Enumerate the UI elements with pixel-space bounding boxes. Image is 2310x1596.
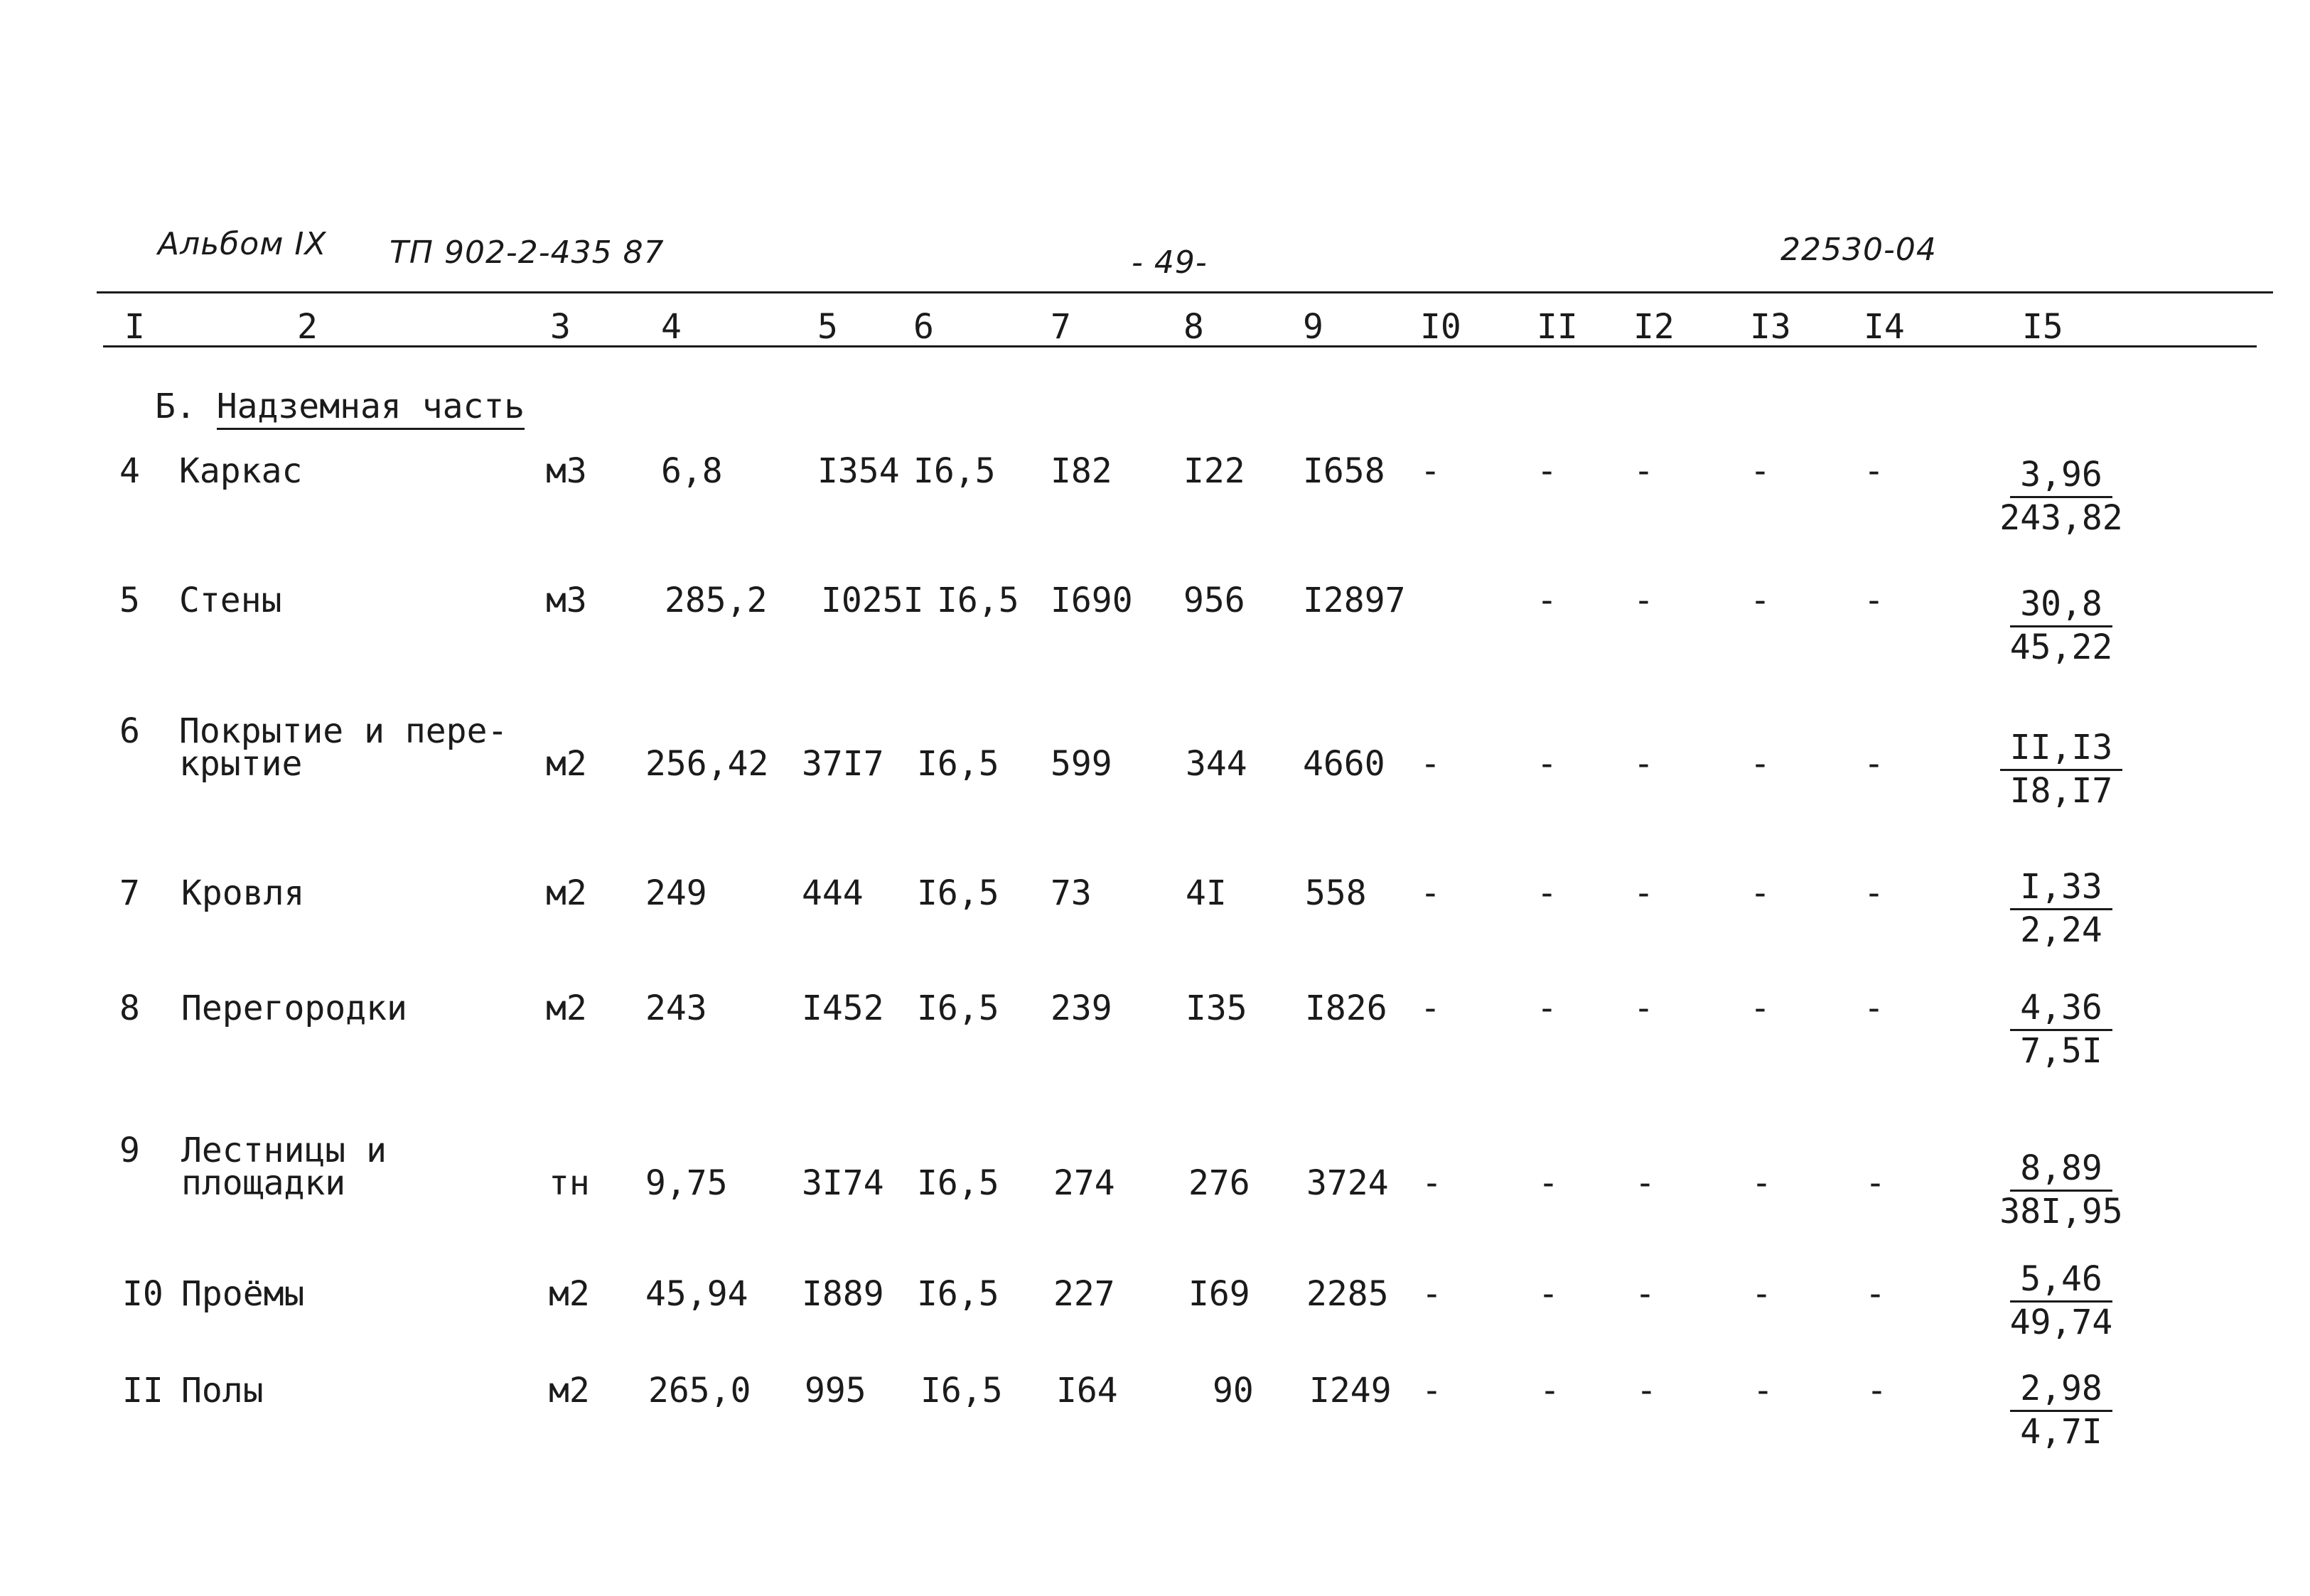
value-col-7: 227 xyxy=(1053,1274,1115,1314)
value-col-5: 995 xyxy=(805,1371,866,1411)
value-col-6: I6,5 xyxy=(937,581,1019,620)
dash-col-14: - xyxy=(1866,1371,1887,1411)
unit-cell: м3 xyxy=(546,451,587,491)
fraction-denominator: 38I,95 xyxy=(1999,1192,2123,1231)
value-col-4: 243 xyxy=(645,988,707,1028)
row-name: Кровля xyxy=(181,873,305,913)
value-col-8: 276 xyxy=(1188,1163,1250,1203)
dash-col-10: - xyxy=(1422,1274,1442,1314)
value-col-6: I6,5 xyxy=(917,744,999,784)
value-col-9: 2285 xyxy=(1306,1274,1389,1314)
dash-col-10: - xyxy=(1420,873,1441,913)
section-title: Надземная часть xyxy=(217,387,525,430)
fraction-denominator: 7,5I xyxy=(2020,1031,2102,1071)
header-top-rule xyxy=(97,291,2273,293)
dash-col-11: - xyxy=(1537,451,1557,491)
dash-col-11: - xyxy=(1537,744,1557,784)
row-number: I0 xyxy=(122,1274,163,1314)
value-col-7: I82 xyxy=(1051,451,1112,491)
section-heading xyxy=(155,387,525,426)
value-col-6: I6,5 xyxy=(917,988,999,1028)
dash-col-13: - xyxy=(1751,1274,1772,1314)
dash-col-12: - xyxy=(1635,1274,1655,1314)
value-col-4: 256,42 xyxy=(645,744,769,784)
value-col-4: 249 xyxy=(645,873,707,913)
project-code: ТП 902-2-435 87 xyxy=(390,234,665,271)
dash-col-10: - xyxy=(1422,1371,1442,1411)
fraction-numerator: II,I3 xyxy=(2000,728,2123,771)
row-name: Стены xyxy=(179,581,282,620)
value-col-5: 37I7 xyxy=(802,744,884,784)
value-col-6: I6,5 xyxy=(917,873,999,913)
column-number: 3 xyxy=(550,307,571,347)
fraction-denominator: 2,24 xyxy=(2020,910,2102,950)
dash-col-14: - xyxy=(1864,581,1884,620)
fraction-numerator: 8,89 xyxy=(2010,1148,2112,1192)
dash-col-14: - xyxy=(1865,1274,1886,1314)
dash-col-12: - xyxy=(1633,988,1654,1028)
row-number: 5 xyxy=(119,581,140,620)
document-code: 22530-04 xyxy=(1780,232,1937,268)
dash-col-13: - xyxy=(1750,873,1771,913)
dash-col-13: - xyxy=(1753,1371,1773,1411)
column-number: 8 xyxy=(1183,307,1204,347)
fraction-col-15 xyxy=(1990,1259,2132,1342)
unit-cell: м3 xyxy=(546,581,587,620)
dash-col-11: - xyxy=(1538,1274,1559,1314)
value-col-4: 6,8 xyxy=(661,451,723,491)
row-number: 9 xyxy=(119,1131,140,1170)
value-col-8: 956 xyxy=(1183,581,1245,620)
value-col-7: 274 xyxy=(1053,1163,1115,1203)
fraction-denominator: 49,74 xyxy=(2009,1303,2113,1342)
value-col-5: I452 xyxy=(802,988,884,1028)
dash-col-13: - xyxy=(1750,451,1771,491)
value-col-5: I025I xyxy=(821,581,924,620)
fraction-numerator: 4,36 xyxy=(2010,988,2112,1031)
dash-col-12: - xyxy=(1635,1163,1655,1203)
dash-col-14: - xyxy=(1864,744,1884,784)
value-col-4: 45,94 xyxy=(645,1274,748,1314)
fraction-col-15 xyxy=(1990,1148,2132,1231)
column-number: 9 xyxy=(1303,307,1323,347)
value-col-8: 344 xyxy=(1186,744,1247,784)
dash-col-12: - xyxy=(1633,873,1654,913)
dash-col-10: - xyxy=(1420,744,1441,784)
value-col-5: 3I74 xyxy=(802,1163,884,1203)
fraction-col-15 xyxy=(1990,867,2132,950)
value-col-8: I22 xyxy=(1183,451,1245,491)
row-number: II xyxy=(122,1371,163,1411)
dash-col-13: - xyxy=(1750,581,1771,620)
fraction-col-15 xyxy=(1990,584,2132,667)
fraction-col-15 xyxy=(1990,455,2132,538)
fraction-numerator: 30,8 xyxy=(2010,584,2112,627)
value-col-9: I826 xyxy=(1305,988,1387,1028)
value-col-7: 239 xyxy=(1051,988,1112,1028)
dash-col-12: - xyxy=(1633,581,1654,620)
dash-col-10: - xyxy=(1420,988,1441,1028)
row-number: 6 xyxy=(119,711,140,751)
dash-col-11: - xyxy=(1537,581,1557,620)
value-col-8: I69 xyxy=(1188,1274,1250,1314)
value-col-7: 73 xyxy=(1051,873,1092,913)
row-name: Перегородки xyxy=(181,988,407,1028)
value-col-9: 558 xyxy=(1305,873,1367,913)
dash-col-11: - xyxy=(1537,873,1557,913)
column-number: II xyxy=(1537,307,1578,347)
value-col-5: 444 xyxy=(802,873,864,913)
fraction-denominator: 45,22 xyxy=(2009,627,2113,667)
value-col-5: I354 xyxy=(817,451,900,491)
column-number: 6 xyxy=(913,307,934,347)
dash-col-13: - xyxy=(1751,1163,1772,1203)
unit-cell: тн xyxy=(549,1163,590,1203)
dash-col-13: - xyxy=(1750,744,1771,784)
dash-col-14: - xyxy=(1865,1163,1886,1203)
value-col-7: 599 xyxy=(1051,744,1112,784)
value-col-6: I6,5 xyxy=(917,1274,999,1314)
row-number: 8 xyxy=(119,988,140,1028)
row-name: Полы xyxy=(181,1371,264,1411)
dash-col-13: - xyxy=(1750,988,1771,1028)
value-col-6: I6,5 xyxy=(913,451,996,491)
header-bottom-rule xyxy=(103,345,2257,347)
page-number: - 49- xyxy=(1132,244,1208,281)
value-col-6: I6,5 xyxy=(920,1371,1003,1411)
fraction-denominator: I8,I7 xyxy=(2009,771,2113,811)
column-number: I2 xyxy=(1633,307,1675,347)
row-name: Лестницы и площадки xyxy=(181,1131,387,1203)
fraction-denominator: 4,7I xyxy=(2020,1412,2102,1452)
fraction-numerator: 2,98 xyxy=(2010,1369,2112,1412)
dash-col-11: - xyxy=(1538,1163,1559,1203)
fraction-numerator: I,33 xyxy=(2010,867,2112,910)
value-col-9: I2897 xyxy=(1303,581,1406,620)
column-number: 2 xyxy=(297,307,318,347)
unit-cell: м2 xyxy=(549,1274,590,1314)
row-name: Покрытие и пере- крытие xyxy=(179,711,508,784)
row-number: 7 xyxy=(119,873,140,913)
column-number: I xyxy=(124,307,145,347)
value-col-8: I35 xyxy=(1186,988,1247,1028)
column-number: 7 xyxy=(1051,307,1071,347)
value-col-9: 4660 xyxy=(1303,744,1385,784)
value-col-8: 90 xyxy=(1213,1371,1254,1411)
dash-col-14: - xyxy=(1864,988,1884,1028)
fraction-col-15 xyxy=(1990,988,2132,1071)
dash-col-10: - xyxy=(1422,1163,1442,1203)
unit-cell: м2 xyxy=(546,988,587,1028)
dash-col-12: - xyxy=(1633,451,1654,491)
value-col-5: I889 xyxy=(802,1274,884,1314)
value-col-8: 4I xyxy=(1186,873,1227,913)
fraction-numerator: 5,46 xyxy=(2010,1259,2112,1303)
column-number: I4 xyxy=(1864,307,1905,347)
value-col-7: I64 xyxy=(1056,1371,1118,1411)
dash-col-12: - xyxy=(1636,1371,1657,1411)
value-col-4: 9,75 xyxy=(645,1163,728,1203)
dash-col-10: - xyxy=(1420,451,1441,491)
column-number: 5 xyxy=(817,307,838,347)
value-col-9: I658 xyxy=(1303,451,1385,491)
fraction-col-15 xyxy=(1990,1369,2132,1452)
column-number: I5 xyxy=(2022,307,2063,347)
column-number: 4 xyxy=(661,307,682,347)
dash-col-11: - xyxy=(1540,1371,1560,1411)
unit-cell: м2 xyxy=(546,744,587,784)
section-prefix: Б. xyxy=(155,387,196,426)
value-col-7: I690 xyxy=(1051,581,1133,620)
dash-col-14: - xyxy=(1864,873,1884,913)
album-label: Альбом IX xyxy=(158,226,327,262)
value-col-6: I6,5 xyxy=(917,1163,999,1203)
value-col-4: 285,2 xyxy=(665,581,768,620)
unit-cell: м2 xyxy=(546,873,587,913)
fraction-col-15 xyxy=(1990,728,2132,811)
dash-col-11: - xyxy=(1537,988,1557,1028)
column-number: I3 xyxy=(1750,307,1791,347)
value-col-9: I249 xyxy=(1309,1371,1392,1411)
value-col-9: 3724 xyxy=(1306,1163,1389,1203)
fraction-denominator: 243,82 xyxy=(1999,498,2123,538)
value-col-4: 265,0 xyxy=(648,1371,751,1411)
unit-cell: м2 xyxy=(549,1371,590,1411)
fraction-numerator: 3,96 xyxy=(2010,455,2112,498)
dash-col-14: - xyxy=(1864,451,1884,491)
row-name: Проёмы xyxy=(181,1274,305,1314)
dash-col-12: - xyxy=(1633,744,1654,784)
row-name: Каркас xyxy=(179,451,303,491)
row-number: 4 xyxy=(119,451,140,491)
column-number: I0 xyxy=(1420,307,1461,347)
